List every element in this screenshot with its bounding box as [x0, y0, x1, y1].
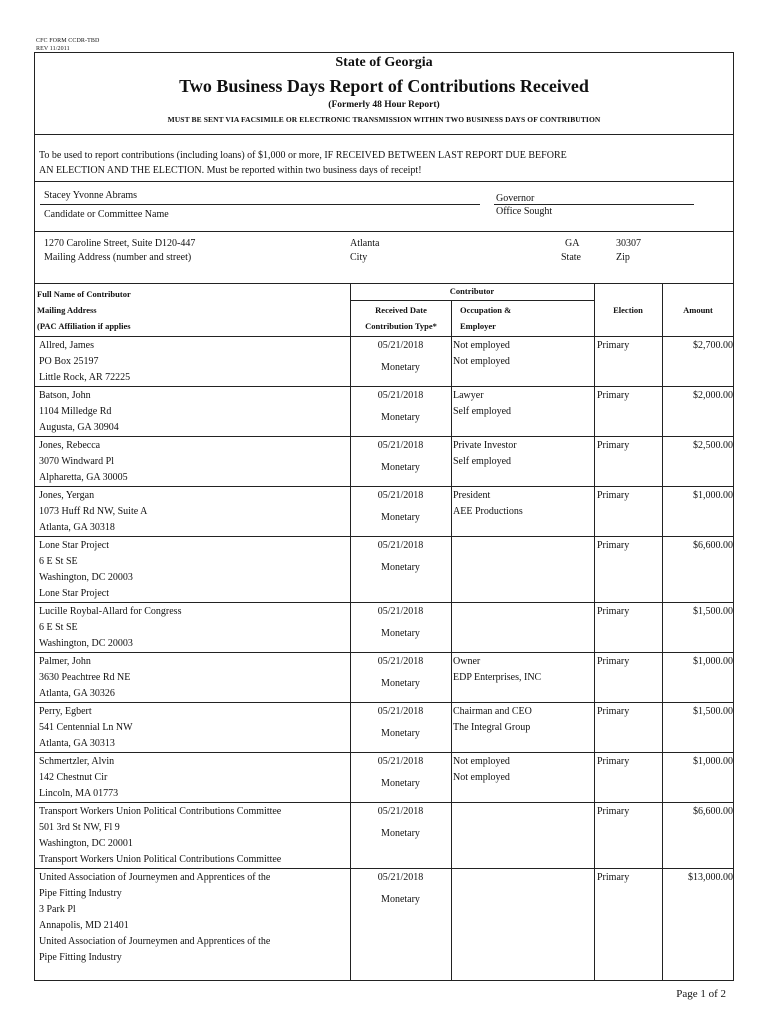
contributor-line: Schmertzler, Alvin	[39, 756, 115, 767]
candidate-divider	[34, 231, 734, 232]
contributor-line: Augusta, GA 30904	[39, 422, 119, 433]
page-number: Page 1 of 2	[676, 988, 726, 1000]
contribution-type: Monetary	[381, 562, 420, 573]
occupation: Lawyer	[453, 390, 484, 401]
amount: $1,500.00	[693, 706, 733, 717]
contributor-line: 3630 Peachtree Rd NE	[39, 672, 131, 683]
former-name: (Formerly 48 Hour Report)	[328, 100, 440, 110]
contributor-line: Allred, James	[39, 340, 94, 351]
title-divider	[34, 134, 734, 135]
received-date: 05/21/2018	[377, 440, 424, 451]
contributor-line: Little Rock, AR 72225	[39, 372, 131, 383]
election: Primary	[597, 656, 630, 667]
election: Primary	[597, 756, 630, 767]
instructions-divider	[34, 181, 734, 182]
contributor-line: Transport Workers Union Political Contributions Committee	[39, 854, 282, 865]
column-separator-occupation	[451, 300, 452, 980]
contributor-line: Pipe Fitting Industry	[39, 952, 122, 963]
employer: Self employed	[453, 456, 512, 467]
mailing-zip-label: Zip	[616, 252, 630, 263]
occupation: Private Investor	[453, 440, 517, 451]
contributor-line: United Association of Journeymen and Apprentices of the	[39, 872, 271, 883]
row-divider	[34, 802, 734, 803]
instructions	[39, 148, 729, 178]
header-contribution-type: Contribution Type*	[365, 321, 437, 331]
contributor-line: Lone Star Project	[39, 588, 109, 599]
form-revision: REV 11/2011	[36, 46, 70, 52]
election: Primary	[597, 706, 630, 717]
header-group-underline	[350, 300, 594, 301]
amount: $1,000.00	[693, 756, 733, 767]
contribution-type: Monetary	[381, 462, 420, 473]
received-date: 05/21/2018	[377, 756, 424, 767]
mailing-street-label: Mailing Address (number and street)	[44, 252, 192, 263]
amount: $2,700.00	[693, 340, 733, 351]
contributor-line: Jones, Rebecca	[39, 440, 101, 451]
transmission-notice: MUST BE SENT VIA FACSIMILE OR ELECTRONIC TRANSMISSION WITHIN TWO BUSINESS DAYS OF CONTRIBUTION	[167, 115, 601, 124]
header-divider	[34, 336, 734, 337]
contributor-line: Perry, Egbert	[39, 706, 92, 717]
form-identifier	[36, 37, 99, 53]
amount: $2,500.00	[693, 440, 733, 451]
instructions-line-2: AN ELECTION AND THE ELECTION. Must be reported within two business days of receipt!	[39, 165, 422, 176]
header-amount: Amount	[683, 305, 713, 315]
received-date: 05/21/2018	[377, 490, 424, 501]
received-date: 05/21/2018	[377, 606, 424, 617]
election: Primary	[597, 872, 630, 883]
row-divider	[34, 702, 734, 703]
contribution-type: Monetary	[381, 828, 420, 839]
contributor-line: Atlanta, GA 30326	[39, 688, 115, 699]
contributor-line: Lone Star Project	[39, 540, 109, 551]
received-date: 05/21/2018	[377, 540, 424, 551]
header-occupation: Occupation &	[460, 305, 512, 315]
mailing-state: GA	[565, 238, 580, 249]
contribution-type: Monetary	[381, 362, 420, 373]
contribution-type: Monetary	[381, 894, 420, 905]
received-date: 05/21/2018	[377, 340, 424, 351]
instructions-line-1: To be used to report contributions (including loans) of $1,000 or more, IF RECEIVED BETWEEN LAST REPORT DUE BEFORE	[39, 150, 567, 161]
contributor-line: Lincoln, MA 01773	[39, 788, 119, 799]
occupation: Chairman and CEO	[453, 706, 532, 717]
row-divider	[34, 752, 734, 753]
contributor-line: 142 Chestnut Cir	[39, 772, 108, 783]
received-date: 05/21/2018	[377, 706, 424, 717]
occupation: Owner	[453, 656, 481, 667]
employer: Not employed	[453, 772, 510, 783]
employer: Not employed	[453, 356, 510, 367]
contributor-line: PO Box 25197	[39, 356, 99, 367]
office-sought-label: Office Sought	[496, 206, 553, 217]
contribution-type: Monetary	[381, 628, 420, 639]
received-date: 05/21/2018	[377, 656, 424, 667]
contributor-line: Lucille Roybal-Allard for Congress	[39, 606, 182, 617]
received-date: 05/21/2018	[377, 806, 424, 817]
contributor-line: Palmer, John	[39, 656, 91, 667]
mailing-city: Atlanta	[350, 238, 380, 249]
top-border	[34, 52, 734, 53]
header-employer: Employer	[460, 321, 496, 331]
header-pac-affiliation: (PAC Affiliation if applies	[37, 321, 131, 331]
row-divider	[34, 868, 734, 869]
occupation: Not employed	[453, 340, 510, 351]
state-title: State of Georgia	[335, 55, 433, 70]
contributor-line: 501 3rd St NW, Fl 9	[39, 822, 120, 833]
candidate-name-underline	[40, 204, 480, 205]
header-received-date: Received Date	[375, 305, 427, 315]
mailing-state-label: State	[561, 252, 581, 263]
contributor-line: Washington, DC 20001	[39, 838, 133, 849]
office-underline	[494, 204, 694, 205]
occupation: President	[453, 490, 491, 501]
occupation: Not employed	[453, 756, 510, 767]
amount: $1,000.00	[693, 656, 733, 667]
contributor-line: Transport Workers Union Political Contributions Committee	[39, 806, 282, 817]
contribution-type: Monetary	[381, 728, 420, 739]
office-sought: Governor	[496, 193, 535, 204]
contribution-type: Monetary	[381, 412, 420, 423]
contributor-line: 3 Park Pl	[39, 904, 76, 915]
candidate-name: Stacey Yvonne Abrams	[44, 190, 138, 201]
contributor-line: Batson, John	[39, 390, 91, 401]
election: Primary	[597, 806, 630, 817]
employer: Self employed	[453, 406, 512, 417]
contribution-type: Monetary	[381, 778, 420, 789]
amount: $6,600.00	[693, 540, 733, 551]
row-divider	[34, 536, 734, 537]
amount: $1,000.00	[693, 490, 733, 501]
election: Primary	[597, 440, 630, 451]
report-title: Two Business Days Report of Contributions Received	[179, 76, 589, 96]
election: Primary	[597, 390, 630, 401]
column-separator-amount	[662, 283, 663, 980]
header-mailing-address: Mailing Address	[37, 305, 97, 315]
table-bottom-border	[34, 980, 734, 981]
contributor-line: 6 E St SE	[39, 622, 78, 633]
received-date: 05/21/2018	[377, 390, 424, 401]
row-divider	[34, 436, 734, 437]
contributor-line: 3070 Windward Pl	[39, 456, 114, 467]
contributor-line: Atlanta, GA 30318	[39, 522, 115, 533]
amount: $1,500.00	[693, 606, 733, 617]
row-divider	[34, 652, 734, 653]
contributor-line: 1073 Huff Rd NW, Suite A	[39, 506, 148, 517]
mailing-city-label: City	[350, 252, 368, 263]
column-separator-election	[594, 283, 595, 980]
election: Primary	[597, 490, 630, 501]
contributor-line: Washington, DC 20003	[39, 638, 133, 649]
contributor-line: Washington, DC 20003	[39, 572, 133, 583]
row-divider	[34, 386, 734, 387]
contributor-line: 541 Centennial Ln NW	[39, 722, 133, 733]
amount: $6,600.00	[693, 806, 733, 817]
header-contributor-group: Contributor	[449, 286, 495, 296]
mailing-street: 1270 Caroline Street, Suite D120-447	[44, 238, 196, 249]
contributor-line: Jones, Yergan	[39, 490, 95, 501]
contributor-line: 1104 Milledge Rd	[39, 406, 112, 417]
employer: AEE Productions	[453, 506, 523, 517]
contributor-line: Atlanta, GA 30313	[39, 738, 115, 749]
form-number: CFC FORM CCDR-TBD	[36, 38, 100, 44]
header-election: Election	[613, 305, 643, 315]
contributor-line: Annapolis, MD 21401	[39, 920, 129, 931]
contributor-line: 6 E St SE	[39, 556, 78, 567]
election: Primary	[597, 540, 630, 551]
contributor-line: Alpharetta, GA 30005	[39, 472, 128, 483]
contributor-line: Pipe Fitting Industry	[39, 888, 122, 899]
contribution-type: Monetary	[381, 512, 420, 523]
received-date: 05/21/2018	[377, 872, 424, 883]
amount: $13,000.00	[688, 872, 733, 883]
employer: The Integral Group	[453, 722, 531, 733]
address-divider	[34, 283, 734, 284]
contributor-line: United Association of Journeymen and Apprentices of the	[39, 936, 271, 947]
row-divider	[34, 602, 734, 603]
election: Primary	[597, 340, 630, 351]
amount: $2,000.00	[693, 390, 733, 401]
contribution-type: Monetary	[381, 678, 420, 689]
employer: EDP Enterprises, INC	[453, 672, 542, 683]
election: Primary	[597, 606, 630, 617]
header-contributor-name: Full Name of Contributor	[37, 289, 131, 299]
candidate-name-label: Candidate or Committee Name	[44, 209, 169, 220]
row-divider	[34, 486, 734, 487]
mailing-zip: 30307	[616, 238, 641, 249]
